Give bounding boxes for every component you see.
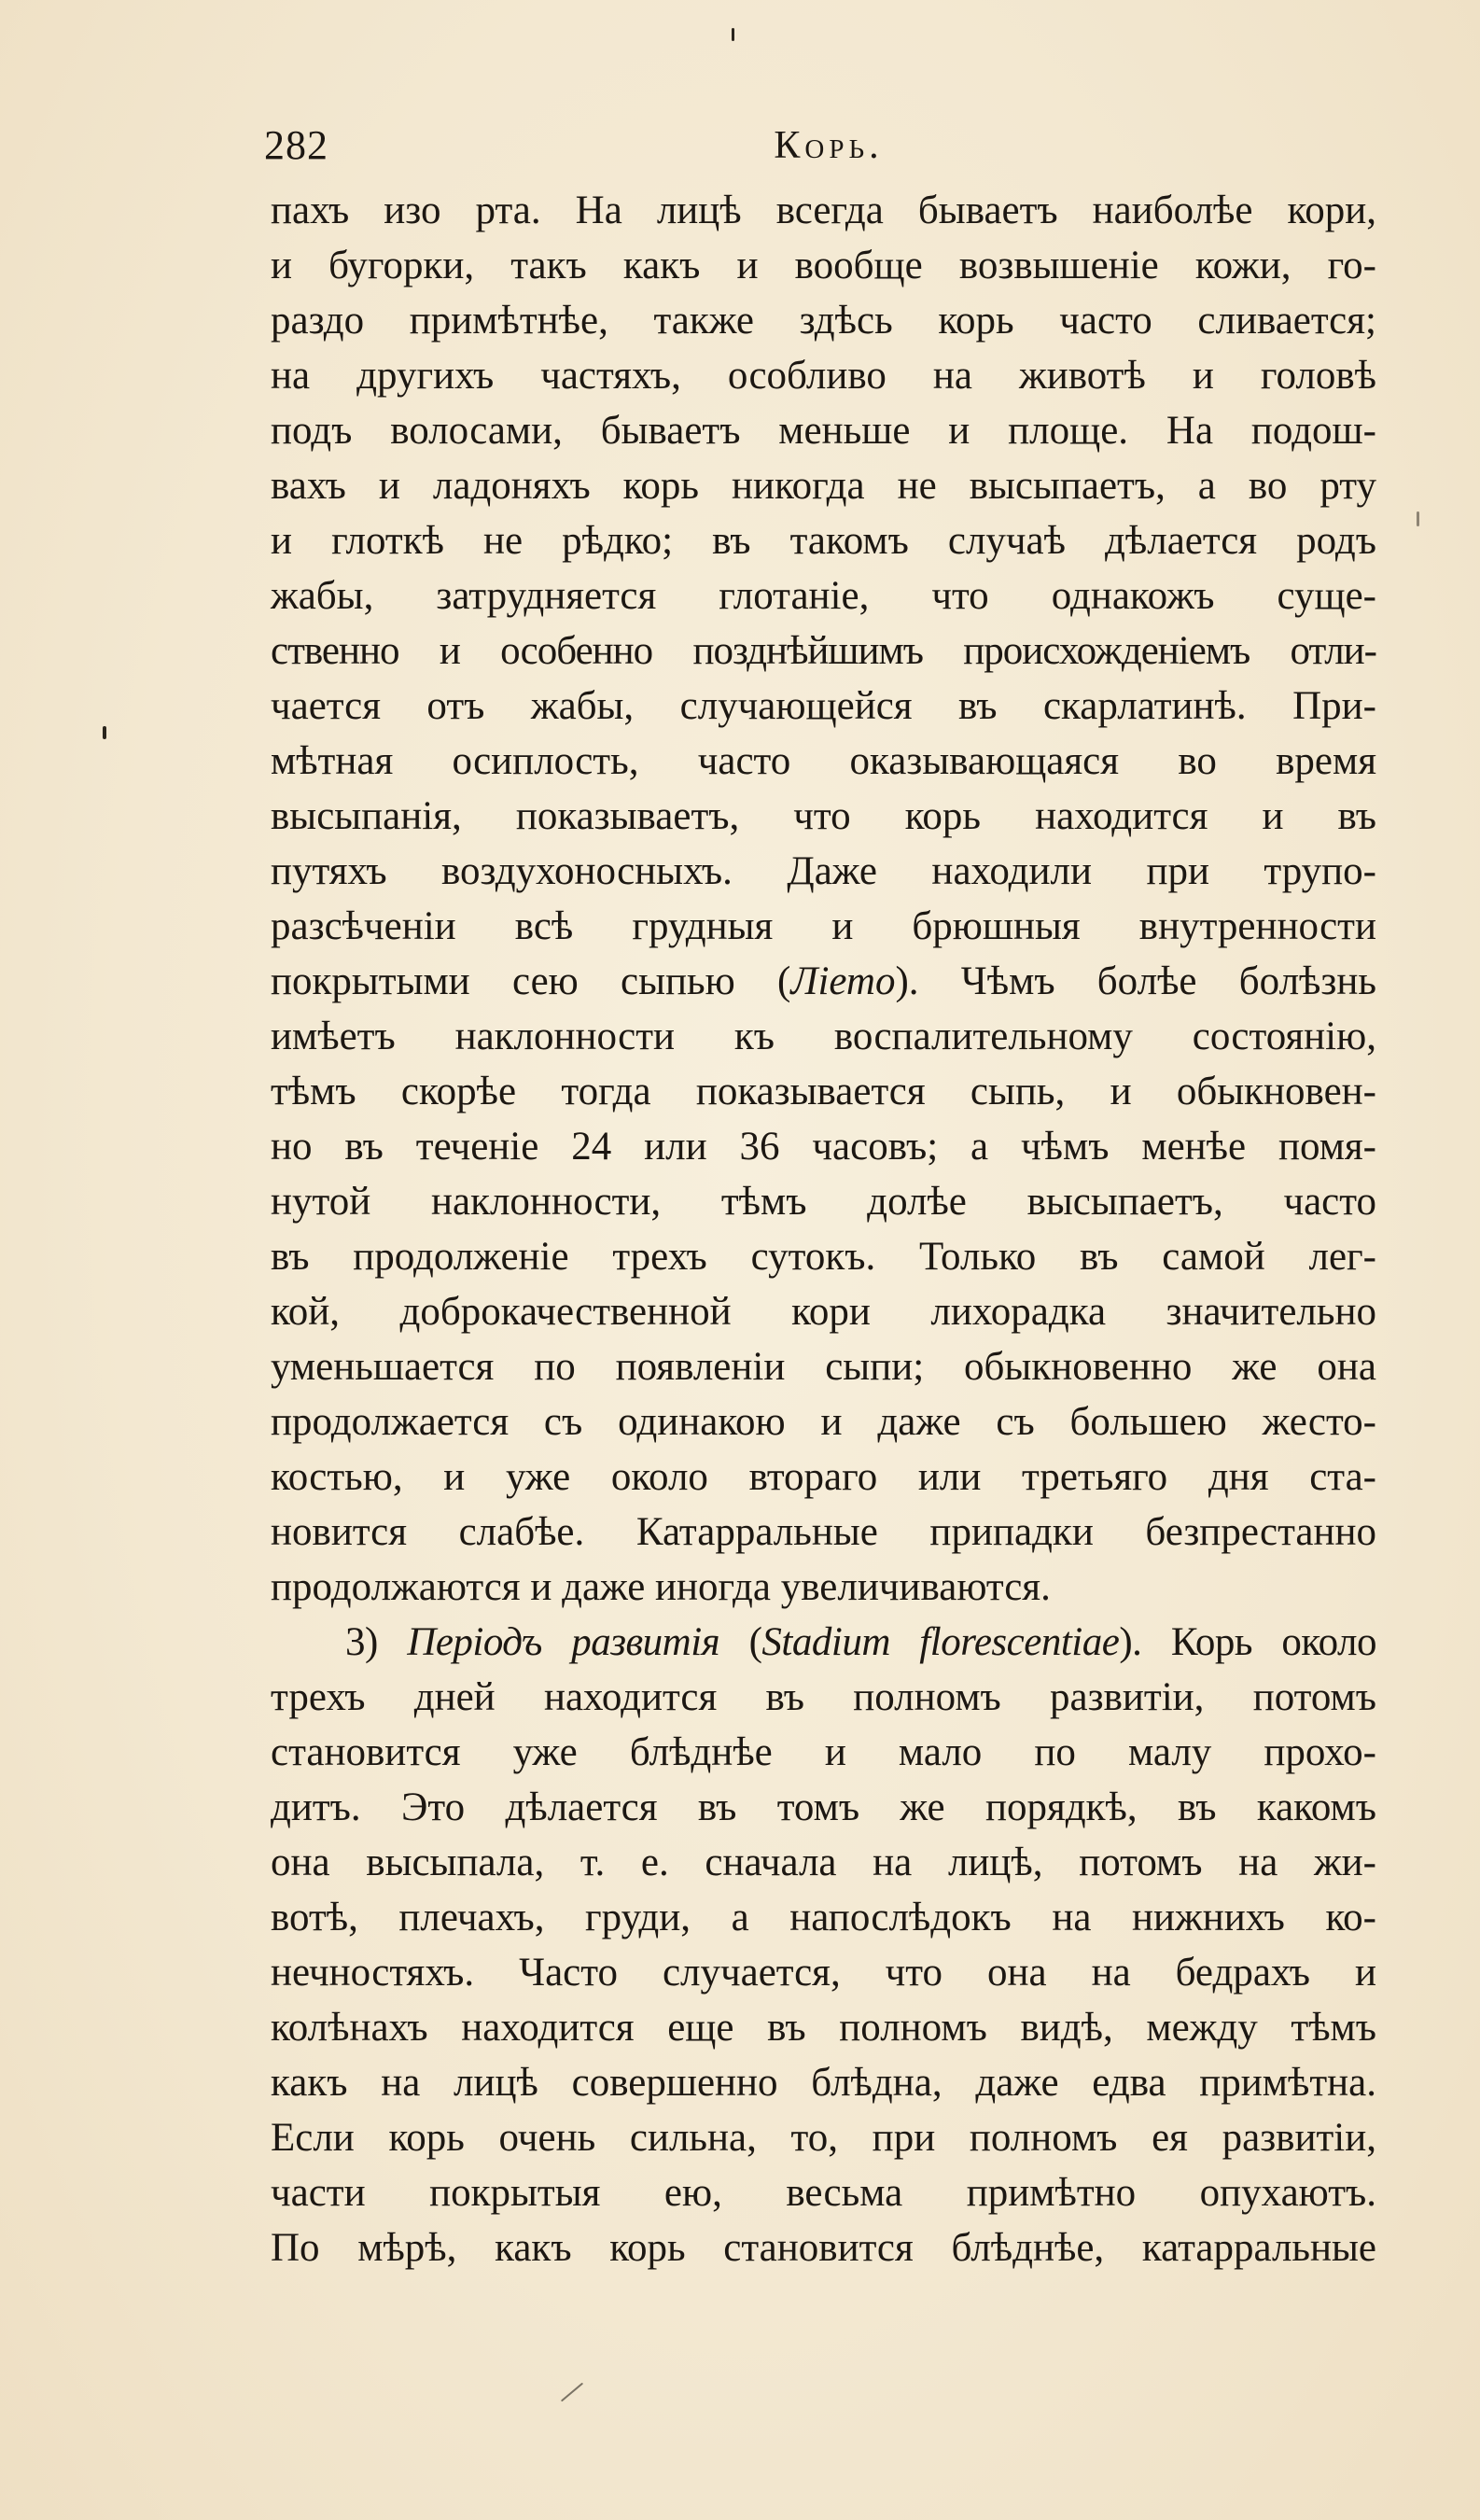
ink-speck [1417,511,1419,526]
text-line: но въ теченіе 24 или 36 часовъ; а чѣмъ менѣе помя- [271,1125,1376,1169]
text-line: ственно и особенно позднѣйшимъ происхожденіемъ отли- [271,629,1376,673]
italic-phrase: Лiето [790,959,896,1003]
running-head: Корь. [774,124,884,167]
italic-phrase: Періодъ развитія [407,1620,720,1664]
text-line: вотѣ, плечахъ, груди, а напослѣдокъ на нижнихъ ко- [271,1896,1376,1939]
text-line: и бугорки, такъ какъ и вообще возвышеніе кожи, го- [271,244,1376,287]
ink-speck [732,28,734,41]
paragraph-last-line: продолжаются и даже иногда увеличиваются. [271,1565,1051,1609]
text-line: продолжается съ одинакою и даже съ большею жесто- [271,1400,1376,1444]
text-line: трехъ дней находится въ полномъ развитіи, потомъ [271,1675,1376,1719]
text-line: раздо примѣтнѣе, также здѣсь корь часто сливается; [271,299,1376,343]
text-line: мѣтная осиплость, часто оказывающаяся во время [271,739,1376,783]
page-number: 282 [264,122,328,168]
text-line: уменьшается по появленіи сыпи; обыкновенно же она [271,1345,1376,1389]
text-line: костью, и уже около втораго или третьяго дня ста- [271,1455,1376,1499]
body-text [271,183,1376,2275]
text-line: жабы, затрудняется глотаніе, что однакожъ суще- [271,574,1376,618]
text-line: Если корь очень сильна, то, при полномъ ея развитіи, [271,2116,1376,2160]
ink-speck [561,2383,583,2402]
text-line: новится слабѣе. Катарральные припадки безпрестанно [271,1510,1376,1554]
text-line: путяхъ воздухоносныхъ. Даже находили при трупо- [271,849,1376,893]
text-line: въ продолженіе трехъ сутокъ. Только въ самой лег- [271,1235,1376,1279]
text-line: нечностяхъ. Часто случается, что она на бедрахъ и [271,1951,1376,1995]
text-line: покрытыми сею сыпью (Лiето). Чѣмъ болѣе болѣзнь [271,959,1376,1003]
ink-speck [103,726,106,739]
text-line: кой, доброкачественной кори лихорадка значительно [271,1290,1376,1334]
text-line: колѣнахъ находится еще въ полномъ видѣ, между тѣмъ [271,2006,1376,2050]
text-line: становится уже блѣднѣе и мало по малу прохо- [271,1730,1376,1774]
text-line: и глоткѣ не рѣдко; въ такомъ случаѣ дѣлается родъ [271,519,1376,563]
text-line: подъ волосами, бываетъ меньше и площе. На подош- [271,409,1376,453]
text-line: какъ на лицѣ совершенно блѣдна, даже едва примѣтна. [271,2061,1376,2105]
text-line: на другихъ частяхъ, особливо на животѣ и головѣ [271,354,1376,398]
section-heading-line: 3) Періодъ развитія (Stadium florescentiae). Корь около [345,1620,1376,1664]
text-line: дитъ. Это дѣлается въ томъ же порядкѣ, въ какомъ [271,1785,1376,1829]
text-line: имѣетъ наклонности къ воспалительному состоянію, [271,1015,1376,1058]
text-line: По мѣрѣ, какъ корь становится блѣднѣе, катарральные [271,2226,1376,2270]
text-line: тѣмъ скорѣе тогда показывается сыпь, и обыкновен- [271,1070,1376,1113]
text-line: она высыпала, т. е. сначала на лицѣ, потомъ на жи- [271,1841,1376,1884]
text-line: высыпанія, показываетъ, что корь находится и въ [271,794,1376,838]
text-line: пахъ изо рта. На лицѣ всегда бываетъ наиболѣе кори, [271,189,1376,232]
page-header [264,119,1375,172]
italic-phrase: Stadium florescentiae [761,1620,1120,1664]
text-line: части покрытыя ею, весьма примѣтно опухаютъ. [271,2171,1376,2215]
text-line: вахъ и ладоняхъ корь никогда не высыпаетъ, а во рту [271,464,1376,508]
text-line: нутой наклонности, тѣмъ долѣе высыпаетъ, часто [271,1180,1376,1224]
text-line: разсѣченіи всѣ грудныя и брюшныя внутренности [271,904,1376,948]
text-line: чается отъ жабы, случающейся въ скарлатинѣ. При- [271,684,1376,728]
